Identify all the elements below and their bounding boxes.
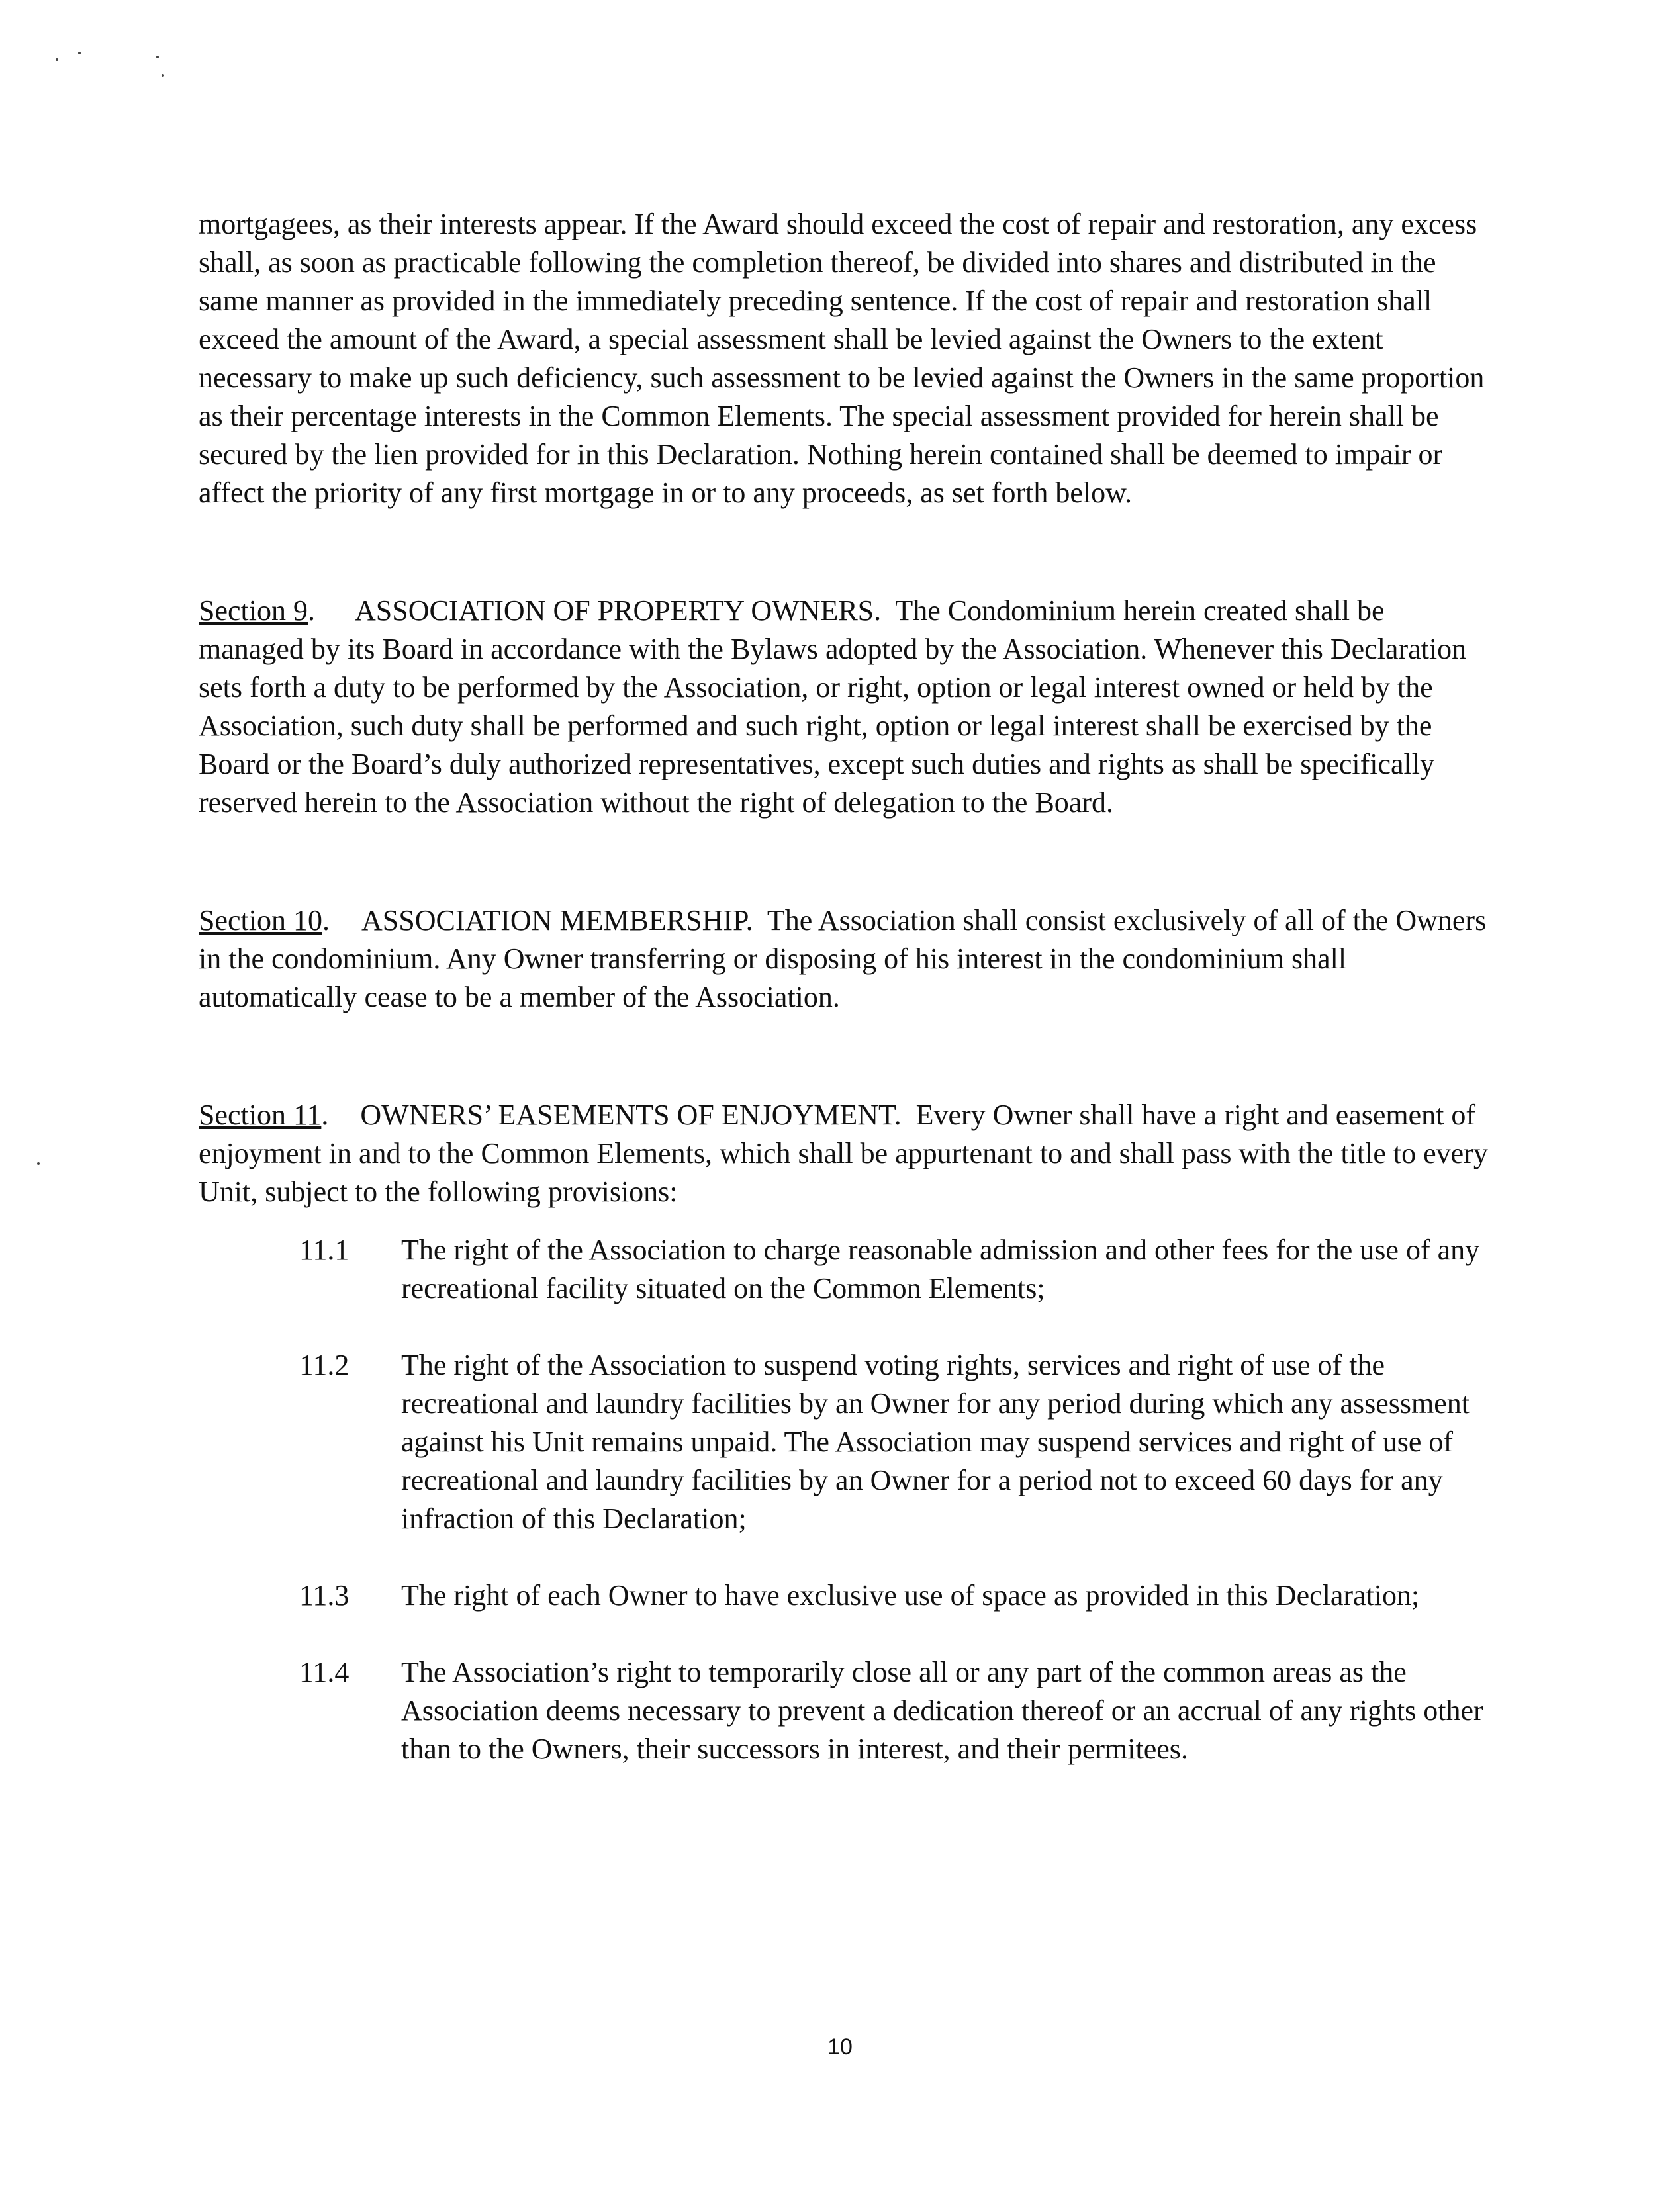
- list-item: [299, 1653, 1496, 1768]
- list-item-text: The right of the Association to charge reasonable admission and other fees for the use of any recreational facility situated on the Common Elements;: [401, 1234, 1480, 1304]
- list-item: [299, 1576, 1496, 1615]
- section-11: [199, 1096, 1496, 1211]
- section-10-body: The Association shall consist exclusively of all of the Owners in the condominium. Any Owner transferring or disposing of his interest in the condominium shall automatically cease to be a member of the Association.: [199, 904, 1487, 1013]
- list-item-text: The right of each Owner to have exclusive use of space as provided in this Declaration;: [401, 1579, 1420, 1612]
- section-9: [199, 592, 1496, 822]
- list-item-text: The right of the Association to suspend voting rights, services and right of use of the recreational and laundry facilities by an Owner for any period during which any assessment against his Unit remains unpaid. The Association may suspend services and right of use of recreational and laundry facilities by an Owner for a period not to exceed 60 days for any infraction of this Declaration;: [401, 1349, 1470, 1535]
- section-10-title: ASSOCIATION MEMBERSHIP.: [361, 904, 753, 936]
- section-11-heading: Section 11. OWNERS’ EASEMENTS OF ENJOYMENT.: [199, 1099, 902, 1131]
- section-10-heading: Section 10. ASSOCIATION MEMBERSHIP.: [199, 904, 753, 936]
- section-11-label: Section 11: [199, 1099, 322, 1131]
- list-item-number: 11.4: [299, 1656, 350, 1688]
- page-number: 10: [827, 2034, 853, 2060]
- section-10: [199, 901, 1496, 1017]
- scan-speck: [156, 56, 159, 58]
- list-item-number: 11.1: [299, 1234, 350, 1266]
- section-9-title: ASSOCIATION OF PROPERTY OWNERS.: [354, 594, 882, 627]
- list-item-number: 11.2: [299, 1349, 350, 1381]
- list-item-number: 11.3: [299, 1579, 350, 1612]
- intro-paragraph: mortgagees, as their interests appear. If the Award should exceed the cost of repair and restoration, any excess shall, as soon as practicable following the completion thereof, be divided into shares and distributed in the same manner as provided in the immediately preceding sentence. If the cost of repair and restoration shall exceed the amount of the Award, a special assessment shall be levied against the Owners to the extent necessary to make up such deficiency, such assessment to be levied against the Owners in the same proportion as their percentage interests in the Common Elements. The special assessment provided for herein shall be secured by the lien provided for in this Declaration. Nothing herein contained shall be deemed to impair or affect the priority of any first mortgage in or to any proceeds, as set forth below.: [199, 208, 1485, 509]
- section-11-body: Every Owner shall have a right and easement of enjoyment in and to the Common Elements, which shall be appurtenant to and shall pass with the title to every Unit, subject to the following provisions:: [199, 1099, 1488, 1208]
- section-11-provisions: [199, 1231, 1496, 1768]
- list-item-text: The Association’s right to temporarily close all or any part of the common areas as the Association deems necessary to prevent a dedication thereof or an accrual of any rights other than to the Owners, their successors in interest, and their permitees.: [401, 1656, 1483, 1765]
- scan-speck: [37, 1162, 40, 1165]
- section-9-heading: Section 9. ASSOCIATION OF PROPERTY OWNERS.: [199, 594, 882, 627]
- scan-speck: [56, 58, 58, 61]
- section-9-body: The Condominium herein created shall be managed by its Board in accordance with the Bylaws adopted by the Association. Whenever this Declaration sets forth a duty to be performed by the Association, or right, option or legal interest owned or held by the Association, such duty shall be performed and such right, option or legal interest shall be exercised by the Board or the Board’s duly authorized representatives, except such duties and rights as shall be specifically reserved herein to the Association without the right of delegation to the Board.: [199, 594, 1467, 819]
- document-body: [199, 205, 1496, 1807]
- list-item: [299, 1346, 1496, 1538]
- section-11-title: OWNERS’ EASEMENTS OF ENJOYMENT.: [360, 1099, 902, 1131]
- scan-speck: [162, 74, 164, 77]
- section-10-label: Section 10: [199, 904, 322, 936]
- list-item: [299, 1231, 1496, 1308]
- section-9-label: Section 9: [199, 594, 308, 627]
- scan-speck: [78, 52, 81, 54]
